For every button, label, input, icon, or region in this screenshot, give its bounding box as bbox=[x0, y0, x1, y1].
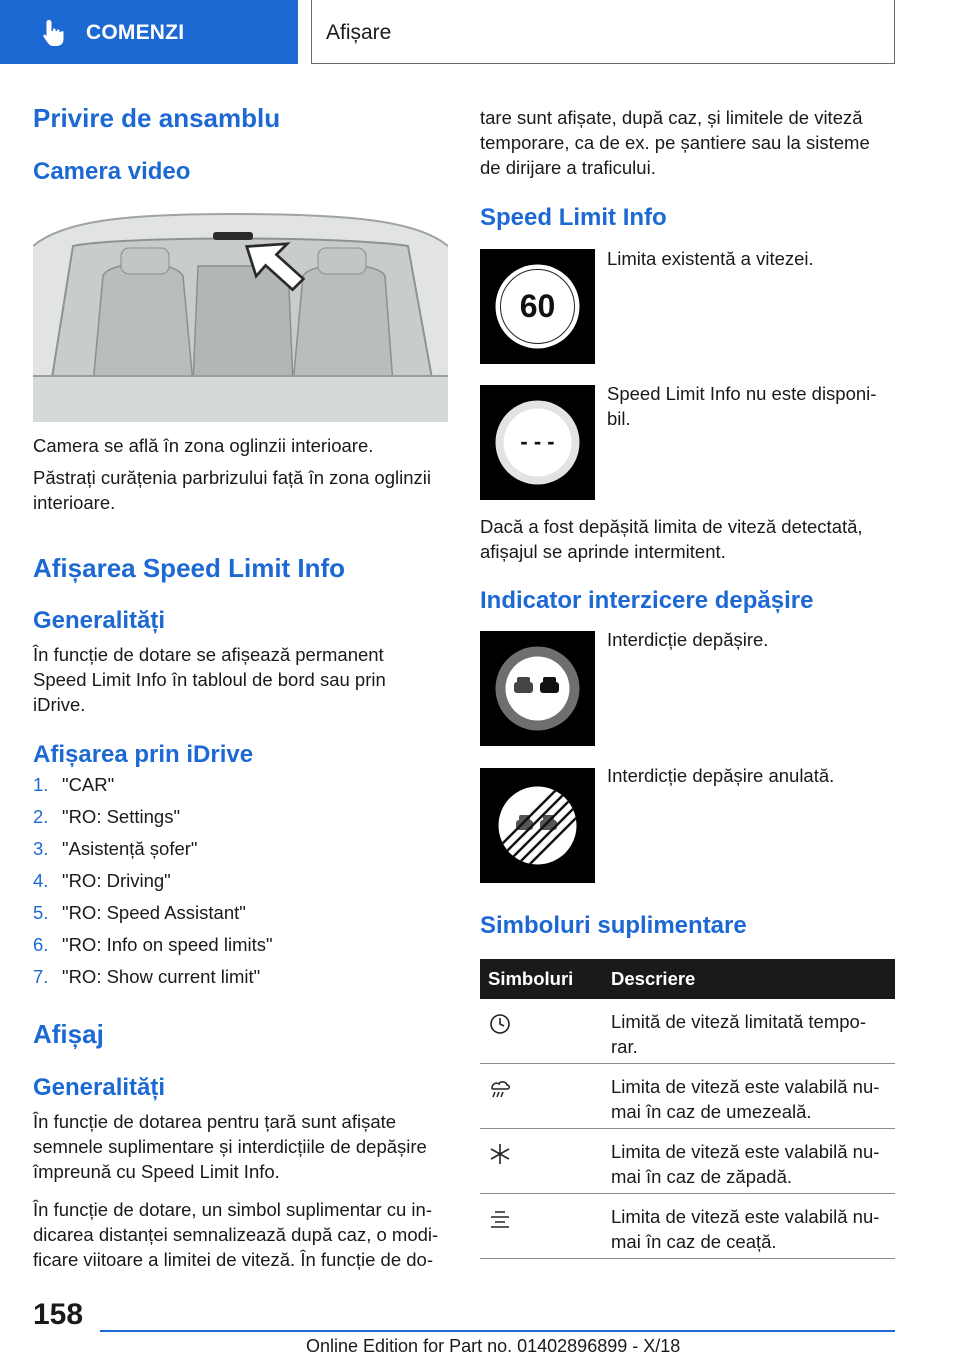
general-2-line-1: În funcție de dotarea pentru țară sunt afișate bbox=[33, 1111, 397, 1132]
row-description-line-2: mai în caz de zăpadă. bbox=[611, 1166, 792, 1187]
section-label: Afișare bbox=[326, 21, 392, 44]
no-overtaking-sign bbox=[480, 631, 595, 746]
general-2-line-3: împreună cu Speed Limit Info. bbox=[33, 1161, 280, 1182]
table-header bbox=[480, 959, 895, 999]
flash-line-2: afișajul se aprinde intermitent. bbox=[480, 541, 726, 562]
continuation-line-3: de dirijare a traficului. bbox=[480, 157, 656, 178]
camera-paragraph-2-line-2: interioare. bbox=[33, 492, 116, 513]
camera-illustration bbox=[33, 206, 448, 422]
sign-1-text: Limita existentă a vitezei. bbox=[607, 248, 814, 269]
table-row bbox=[480, 1129, 895, 1194]
camera-heading: Camera video bbox=[33, 158, 191, 185]
table-row bbox=[480, 1064, 895, 1129]
camera-paragraph-2-line-1: Păstrați curățenia parbrizului față în zona oglinzii bbox=[33, 467, 431, 488]
sign-3-text: Interdicție depășire. bbox=[607, 629, 769, 650]
general-2-heading: Generalități bbox=[33, 1074, 166, 1101]
row-description-line-1: Limita de viteză este valabilă nu- bbox=[611, 1076, 880, 1097]
speed-limit-unavailable-sign bbox=[480, 385, 595, 500]
column-header-symbols: Simboluri bbox=[488, 968, 574, 989]
continuation-line-1: tare sunt afișate, după caz, și limitele de viteză bbox=[480, 107, 863, 128]
clock-icon bbox=[487, 1011, 513, 1037]
flash-line-1: Dacă a fost depășită limita de viteză detectată, bbox=[480, 516, 863, 537]
table-row bbox=[480, 999, 895, 1064]
list-item: 6. "RO: Info on speed limits" bbox=[33, 934, 273, 955]
hand-pointer-icon bbox=[40, 18, 68, 48]
table-row bbox=[480, 1194, 895, 1259]
footer-edition: Online Edition for Part no. 01402896899 - X/18 bbox=[306, 1336, 681, 1356]
sign-2-text-line-1: Speed Limit Info nu este disponi- bbox=[607, 383, 877, 404]
speed-limit-info-subheading: Speed Limit Info bbox=[480, 204, 667, 231]
general-line-3: iDrive. bbox=[33, 694, 86, 715]
idrive-heading: Afișarea prin iDrive bbox=[33, 741, 254, 768]
section-tab[interactable] bbox=[311, 0, 895, 64]
list-item: 2. "RO: Settings" bbox=[33, 806, 181, 827]
list-item: 1. "CAR" bbox=[33, 774, 115, 795]
fog-icon bbox=[487, 1206, 513, 1232]
chapter-label: COMENZI bbox=[86, 21, 185, 44]
row-description-line-2: mai în caz de umezeală. bbox=[611, 1101, 812, 1122]
unavailable-value: - - - bbox=[520, 429, 555, 454]
row-description-line-2: mai în caz de ceață. bbox=[611, 1231, 777, 1252]
list-item: 3. "Asistență șofer" bbox=[33, 838, 198, 859]
sign-2-text-line-2: bil. bbox=[607, 408, 631, 429]
page-number: 158 bbox=[33, 1298, 84, 1331]
row-description-line-2: rar. bbox=[611, 1036, 638, 1057]
overview-heading: Privire de ansamblu bbox=[33, 103, 281, 133]
speed-limit-60-sign bbox=[480, 249, 595, 364]
row-description-line-1: Limită de viteză limitată tempo- bbox=[611, 1011, 866, 1032]
symbols-table bbox=[480, 959, 895, 1259]
overtaking-heading: Indicator interzicere depășire bbox=[480, 587, 814, 614]
general-2-line-2: semnele suplimentare și interdicțiile de depășire bbox=[33, 1136, 427, 1157]
general-2-line-6: ficare viitoare a limitei de viteză. În funcție de do- bbox=[33, 1249, 433, 1270]
camera-paragraph-1: Camera se află în zona oglinzii interioare. bbox=[33, 435, 374, 456]
continuation-line-2: temporare, ca de ex. pe șantiere sau la sisteme bbox=[480, 132, 870, 153]
row-description-line-1: Limita de viteză este valabilă nu- bbox=[611, 1141, 880, 1162]
column-header-description: Descriere bbox=[611, 968, 696, 989]
speed-limit-info-heading: Afișarea Speed Limit Info bbox=[33, 553, 346, 583]
chapter-tab[interactable] bbox=[0, 0, 298, 64]
general-line-1: În funcție de dotare se afișează permanent bbox=[33, 644, 384, 665]
extra-symbols-heading: Simboluri suplimentare bbox=[480, 912, 747, 939]
end-no-overtaking-sign bbox=[480, 768, 595, 883]
general-heading: Generalități bbox=[33, 607, 166, 634]
list-item: 7. "RO: Show current limit" bbox=[33, 966, 261, 987]
sign-4-text: Interdicție depășire anulată. bbox=[607, 765, 835, 786]
row-description-line-1: Limita de viteză este valabilă nu- bbox=[611, 1206, 880, 1227]
display-heading: Afișaj bbox=[33, 1019, 104, 1049]
general-line-2: Speed Limit Info în tabloul de bord sau prin bbox=[33, 669, 386, 690]
general-2-line-4: În funcție de dotare, un simbol suplimentar cu in- bbox=[33, 1199, 432, 1220]
snowflake-icon bbox=[487, 1141, 513, 1167]
list-item: 5. "RO: Speed Assistant" bbox=[33, 902, 246, 923]
general-2-line-5: dicarea distanței semnalizează după caz, o modi- bbox=[33, 1224, 439, 1245]
list-item: 4. "RO: Driving" bbox=[33, 870, 171, 891]
footer-divider bbox=[100, 1330, 895, 1332]
rain-icon bbox=[487, 1076, 513, 1102]
speed-limit-value: 60 bbox=[519, 288, 556, 324]
